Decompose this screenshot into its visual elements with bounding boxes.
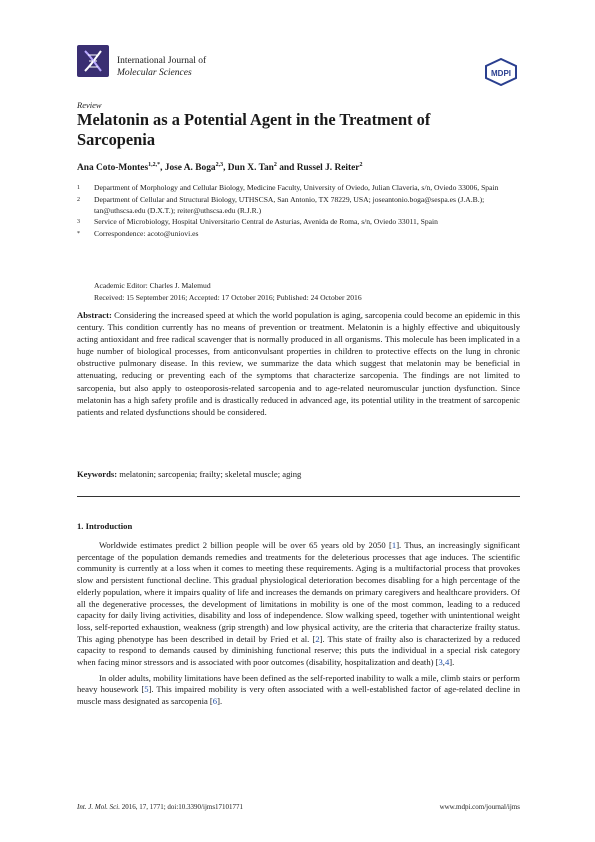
correspondence-text: Correspondence: acoto@uniovi.es bbox=[94, 229, 199, 238]
academic-editor: Academic Editor: Charles J. Malemud bbox=[94, 281, 211, 290]
affiliation-number: * bbox=[77, 231, 80, 237]
correspondence-item bbox=[77, 228, 517, 240]
affiliation-number: 2 bbox=[77, 197, 80, 203]
affiliation-text: Department of Morphology and Cellular Biology, Medicine Faculty, University of Oviedo, Julian Claveria, s/n, Oviedo 33006, Spain bbox=[94, 183, 499, 192]
abstract-label: Abstract: bbox=[77, 310, 112, 320]
citation-link[interactable]: 5 bbox=[144, 684, 149, 695]
editorial-info bbox=[94, 280, 362, 303]
publisher-logo bbox=[484, 58, 518, 86]
article-title: Melatonin as a Potential Agent in the Treatment of Sarcopenia bbox=[77, 110, 431, 149]
abstract-text: Considering the increased speed at which the world population is aging, sarcopenia could become an epidemic in this century. This condition currently has no means of prevention or treatment. Melatonin is a highly effective and ubiquitously acting antioxidant and free radical scavenger that is normally produced in all organisms. This molecule has been implicated in a huge number of biological processes, from anticonvulsant properties in children to protective effects on the lung in chronic obstructive pulmonary disease. In this review, we summarize the data which suggest that melatonin may be beneficial in attenuating, reducing or preventing each of the symptoms that characterize sarcopenia. The findings are not limited to sarcopenia, but also apply to osteoporosis-related sarcopenia and to age-related neuromuscular junction dysfunction. Since melatonin has a high safety profile and is drastically reduced in advanced age, its potential utility in the treatment of sarcopenic patients and related dysfunctions should be considered. bbox=[77, 310, 520, 417]
body-text bbox=[77, 540, 520, 712]
keywords-text: melatonin; sarcopenia; frailty; skeletal muscle; aging bbox=[119, 469, 302, 479]
author-list: Ana Coto-Montes$^{1,2,*}$, Jose A. Boga$^{2,3}$, Dun X. Tan$^2$ and Russel J. Reiter$^2$ bbox=[77, 162, 363, 174]
affiliation-item bbox=[77, 182, 517, 194]
section-divider bbox=[77, 496, 520, 497]
citation-link[interactable]: 1 bbox=[391, 540, 397, 550]
journal-name-line1: International Journal of bbox=[117, 56, 207, 66]
citation-link[interactable]: 6 bbox=[212, 696, 218, 707]
dna-helix-icon bbox=[77, 45, 109, 77]
affiliation-number: 1 bbox=[77, 185, 80, 191]
author-affiliation-marker: 2 bbox=[359, 162, 363, 168]
affiliation-number: 3 bbox=[77, 219, 80, 225]
footer-journal-abbrev: Int. J. Mol. Sci. bbox=[77, 803, 120, 811]
affiliation-text: Department of Cellular and Structural Biology, UTHSCSA, San Antonio, TX 78229, USA; joseantonio.boga@sespa.es (J.A.B.); tan@uthscsa.edu (D.X.T.); reiter@uthscsa.edu (R.J.R.) bbox=[94, 195, 485, 215]
affiliation-item bbox=[77, 194, 517, 216]
body-paragraph: In older adults, mobility limitations have been defined as the self-reported inability to walk a mile, climb stairs or perform heavy housework [5]. This impaired mobility is very often associated with a well-established factor of age-related decline in muscle mass designated as sarcopenia [6]. bbox=[77, 672, 521, 707]
publisher-logo-text: MDPI bbox=[491, 69, 511, 78]
journal-name-line2: Molecular Sciences bbox=[117, 68, 192, 78]
abstract bbox=[77, 309, 520, 418]
article-type-label: Review bbox=[77, 100, 102, 110]
citation-link[interactable]: 3 bbox=[438, 657, 443, 668]
body-paragraph: Worldwide estimates predict 2 billion people will be over 65 years old by 2050 [1]. Thus, an increasingly significant percentage of the population demands remedies and treatments for the deleterious processes that age induces. The scientific community is currently at a loss when it comes to meeting these requirements. Aging is a multifactorial process that provokes slow and persistent functional decline. This gradual physiological deterioration becomes disabling for a high percentage of the elderly population, where it impairs quality of life and increases the demands on primary caregivers and healthcare providers. Of all the degenerative processes, the development of limitations in mobility is one of the most common, leading to a reduced capacity for daily living activities, disability and loss of independence. Slow walking speed, together with unintentional weight loss, self-reported exhaustion, weakness (grip strength) and low physical activity, are the criteria that characterize frailty status. This aging phenotype has been described in detail by Fried et al. [2]. This state of frailty also is characterized by a reduced capacity to respond to demands caused by diminishing functional reserve; this puts the individual in a special risk category when facing minor stressors and is associated with poor outcomes (disability, hospitalization and death) [3,4]. bbox=[77, 540, 521, 668]
keywords-label: Keywords: bbox=[77, 469, 118, 479]
journal-name bbox=[117, 55, 206, 79]
author-affiliation-marker: 2,3 bbox=[215, 162, 224, 168]
section-heading: 1. Introduction bbox=[77, 521, 133, 531]
affiliation-item bbox=[77, 216, 517, 228]
keywords bbox=[77, 469, 520, 479]
footer-url[interactable]: www.mdpi.com/journal/ijms bbox=[439, 803, 520, 811]
footer-citation bbox=[77, 803, 243, 811]
citation-link[interactable]: 2 bbox=[315, 633, 320, 644]
author-name: Russel J. Reiter bbox=[296, 163, 360, 174]
author-name: Dun X. Tan bbox=[227, 163, 274, 174]
footer-citation-details: 2016, 17, 1771; doi:10.3390/ijms17101771 bbox=[121, 803, 244, 811]
affiliation-list bbox=[77, 182, 517, 240]
journal-logo bbox=[77, 45, 109, 77]
author-affiliation-marker: 2 bbox=[273, 162, 277, 168]
author-name: Jose A. Boga bbox=[164, 163, 216, 174]
affiliation-text: Service of Microbiology, Hospital Universitario Central de Asturias, Avenida de Roma, s/n, Oviedo 33011, Spain bbox=[94, 217, 438, 226]
author-name: Ana Coto-Montes bbox=[77, 163, 149, 174]
citation-link[interactable]: 4 bbox=[444, 657, 450, 668]
author-affiliation-marker: 1,2,* bbox=[148, 162, 161, 168]
publication-dates: Received: 15 September 2016; Accepted: 17 October 2016; Published: 24 October 2016 bbox=[94, 292, 362, 302]
